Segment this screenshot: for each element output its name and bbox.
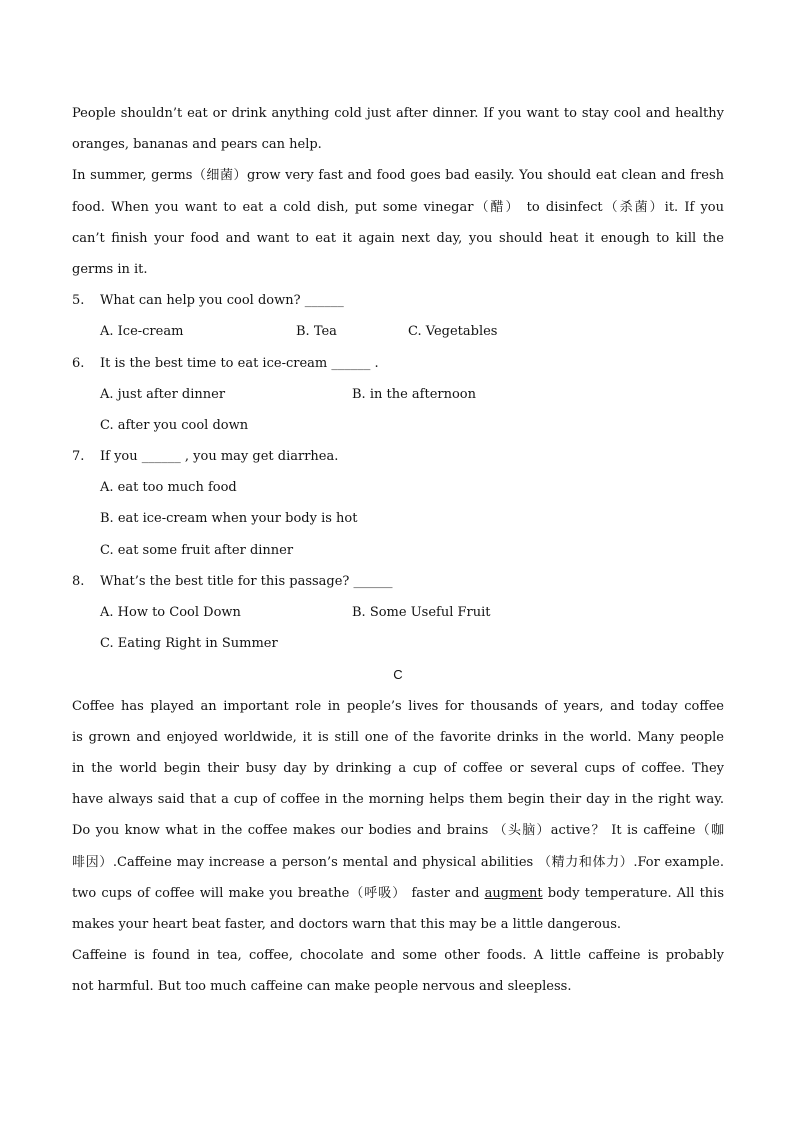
option-a: A. just after dinner [100, 386, 226, 402]
option-b: B. eat ice-cream when your body is hot [100, 511, 358, 527]
passage-line: not harmful. But too much caffeine can make people nervous and sleepless. [72, 979, 572, 995]
passage-line: People shouldn’t eat or drink anything cold just after dinner. If you want to stay cool and healthy [72, 106, 724, 121]
options-row [72, 379, 724, 410]
question-number: 7. [72, 449, 85, 465]
option-c: C. Eating Right in Summer [100, 636, 278, 652]
options-row [72, 597, 724, 628]
passage-line: can’t finish your food and want to eat it again next day, you should heat it enough to kill the [72, 230, 724, 246]
passage-line: 啡因）.Caffeine may increase a person’s mental and physical abilities （精力和体力）.For example. [72, 854, 724, 870]
question-8 [72, 566, 724, 660]
passage-line: food. When you want to eat a cold dish, put some vinegar（醋） to disinfect（杀菌）it. If you [72, 199, 724, 215]
section-heading: C [393, 667, 403, 683]
option-b: B. in the afternoon [352, 386, 476, 402]
underlined-word: augment [484, 885, 543, 901]
question-number: 8. [72, 573, 85, 589]
option-c: C. Vegetables [408, 324, 498, 340]
option-a: A. Ice-cream [100, 324, 184, 340]
passage-line: In summer, germs（细菌）grow very fast and food goes bad easily. You should eat clean and fresh [72, 168, 724, 184]
passage-line: Caffeine is found in tea, coffee, chocolate and some other foods. A little caffeine is probably [72, 948, 724, 964]
question-number: 5. [72, 293, 85, 309]
question-6 [72, 348, 724, 442]
passage-line: in the world begin their busy day by drinking a cup of coffee or several cups of coffee. They [72, 760, 724, 776]
passage-line: oranges, bananas and pears can help. [72, 137, 322, 153]
question-7 [72, 441, 724, 566]
question-text: It is the best time to eat ice-cream ______ . [100, 355, 379, 371]
question-stem [72, 285, 724, 316]
passage-line: germs in it. [72, 261, 148, 277]
passage-line: is grown and enjoyed worldwide, it is still one of the favorite drinks in the world. Many people [72, 729, 724, 745]
option-a: A. How to Cool Down [100, 605, 241, 620]
question-text: What’s the best title for this passage? ______ [100, 573, 393, 589]
options-row [72, 410, 724, 441]
option-a: A. eat too much food [100, 480, 237, 496]
question-number: 6. [72, 355, 85, 371]
passage-line: Coffee has played an important role in people’s lives for thousands of years, and today coffee [72, 698, 724, 714]
option-b: B. Tea [296, 324, 337, 340]
document-page [72, 98, 724, 1002]
passage-line: have always said that a cup of coffee in the morning helps them begin their day in the right way. [72, 792, 724, 808]
passage-line: makes your heart beat faster, and doctors warn that this may be a little dangerous. [72, 916, 621, 932]
question-text: If you ______ , you may get diarrhea. [100, 449, 339, 465]
passage-line [72, 878, 724, 909]
passage-b [72, 98, 724, 285]
question-stem [72, 566, 724, 597]
option-c: C. eat some fruit after dinner [100, 542, 294, 558]
question-stem [72, 348, 724, 379]
line-text: two cups of coffee will make you breathe（呼吸） faster and [72, 885, 485, 901]
passage-line: Do you know what in the coffee makes our bodies and brains （头脑）active？ It is caffeine（咖 [72, 823, 724, 839]
line-text: body temperature. All this [542, 885, 725, 901]
option-b: B. Some Useful Fruit [352, 605, 491, 620]
section-c [72, 659, 724, 1002]
options-row [72, 316, 724, 347]
question-stem [72, 441, 724, 472]
question-text: What can help you cool down? ______ [100, 293, 344, 309]
question-5 [72, 285, 724, 347]
option-c: C. after you cool down [100, 417, 249, 433]
